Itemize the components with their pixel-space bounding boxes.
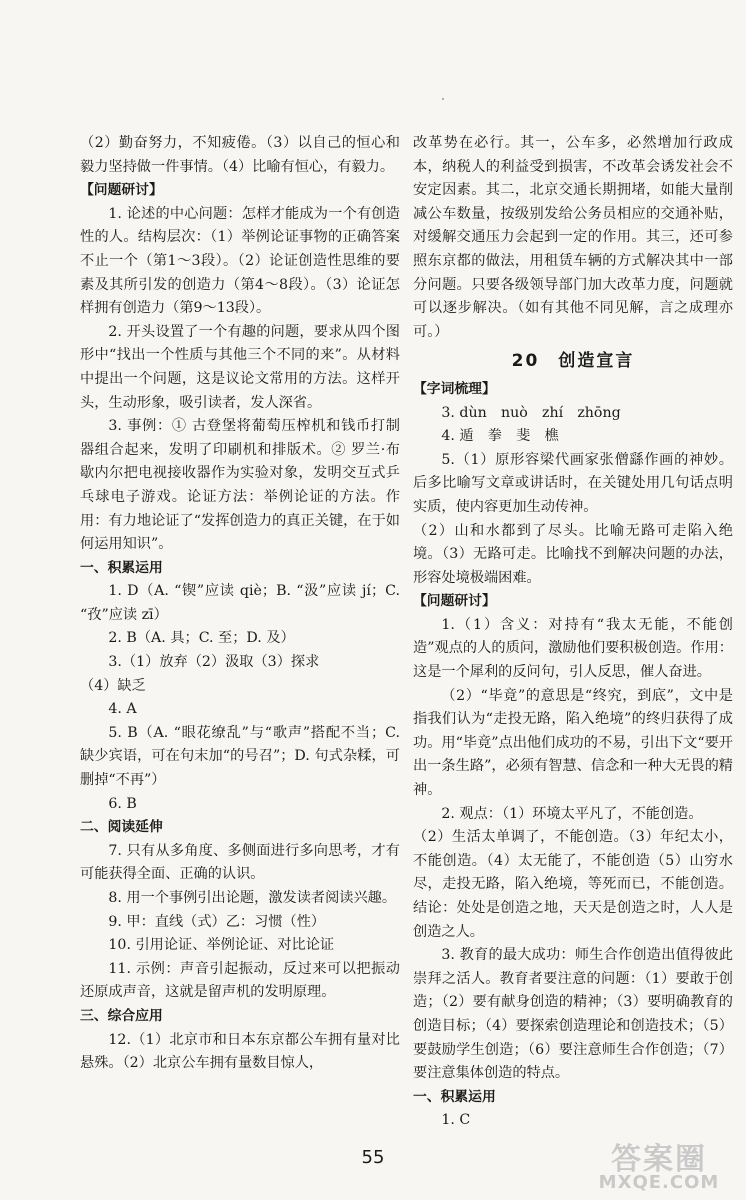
answer-paragraph: （4）缺乏 [80, 677, 146, 694]
answer-paragraph: （2）勤奋努力，不知疲倦。（3）以自己的恒心和毅力坚持做一件事情。（4）比喻有恒心，有毅力。 [80, 135, 400, 175]
section-heading: 【问题研讨】 [80, 182, 163, 199]
answer-paragraph: 1.（1）含义：对持有“我太无能，不能创造”观点的人的质问，激励他们要积极创造。作用：这是一个犀利的反问句，引人反思，催人奋进。 [413, 616, 733, 681]
answer-paragraph: 6. B [108, 795, 137, 812]
watermark-text: 答案圈 [611, 1142, 707, 1177]
section-heading: 一、积累运用 [80, 559, 163, 576]
answer-paragraph: 5. B（A. “眼花缭乱”与“歌声”搭配不当；C. 缺少宾语，可在句末加“的号召”；D. 句式杂糅，可删掉“不再”） [80, 724, 400, 789]
section-heading: 三、综合应用 [80, 1007, 163, 1024]
watermark-url: MXQE.COM [598, 1172, 720, 1193]
answer-paragraph: 4. 遁 拳 斐 樵 [441, 428, 559, 445]
section-heading: 【字词梳理】 [413, 380, 496, 397]
answer-paragraph: 1. D（A. “锲”应读 qiè；B. “汲”应读 jí；C. “孜”应读 zī） [80, 583, 400, 623]
answer-paragraph: 7. 只有从多角度、多侧面进行多向思考，才有可能获得全面、正确的认识。 [80, 842, 400, 883]
answer-paragraph: 3. 事例：① 古登堡将葡萄压榨机和钱币打制器组合起来，发明了印刷机和排版术。② 罗兰·布歇内尔把电视接收器作为实验对象，发明交互式乒乓球电子游戏。论证方法：举例论证的方法。作用：有力地论证了“发挥创造力的真正关键，在于如何运用知识”。 [80, 418, 400, 553]
answer-paragraph: 1. 论述的中心问题：怎样才能成为一个有创造性的人。结构层次：（1）举例论证事物的正确答案不止一个（第1～3段）。（2）论证创造性思维的要素及其所引发的创造力（第4～8段）。（3）论证怎样拥有创造力（第9～13段）。 [80, 205, 400, 317]
answer-paragraph: 8. 用一个事例引出论题，激发读者阅读兴趣。 [108, 890, 397, 906]
answer-paragraph: 3.（1）放弃（2）汲取（3）探求 [108, 654, 320, 671]
section-heading: 【问题研讨】 [413, 593, 496, 610]
answer-paragraph: 9. 甲：直线（式）乙：习惯（性） [108, 913, 326, 930]
chapter-title: 20 创造宣言 [511, 351, 635, 372]
answer-paragraph: 改革势在必行。其一，公车多，必然增加行政成本，纳税人的利益受到损害，不改革会诱发社会不安定因素。其二，北京交通长期拥堵，如能大量削减公车数量，按级别发给公务员相应的交通补贴，对缓解交通压力会起到一定的作用。其三，还可参照东京都的做法，用租赁车辆的方式解决其中一部分问题。只要各级领导部门加大改革力度，问题就可以逐步解决。（如有其他不同见解，言之成理亦可。） [413, 135, 733, 340]
right-column [413, 132, 733, 1133]
answer-paragraph: 2. B（A. 具；C. 至；D. 及） [108, 630, 295, 647]
watermark-logo [584, 1134, 734, 1194]
answer-paragraph: 10. 引用论证、举例论证、对比论证 [108, 937, 335, 954]
section-heading: 二、阅读延伸 [80, 819, 163, 836]
answer-paragraph: 1. C [441, 1112, 471, 1129]
answer-paragraph: 5.（1）原形容梁代画家张僧繇作画的神妙。后多比喻写文章或讲话时，在关键处用几句话点明实质，使内容更加生动传神。 [413, 451, 733, 515]
page-number: 55 [361, 1147, 385, 1168]
answer-paragraph: （2）山和水都到了尽头。比喻无路可走陷入绝境。（3）无路可走。比喻找不到解决问题的办法，形容处境极端困难。 [413, 522, 733, 586]
answer-paragraph: 3. 教育的最大成功：师生合作创造出值得彼此崇拜之活人。教育者要注意的问题：（1）要敢于创造；（2）要有献身创造的精神；（3）要明确教育的创造目标；（4）要探索创造理论和创造技术；（5）要鼓励学生创造；（6）要注意师生合作创造；（7）要注意集体创造的特点。 [413, 947, 733, 1082]
answer-paragraph: 4. A [108, 701, 137, 718]
section-heading: 一、积累运用 [413, 1088, 496, 1105]
answer-paragraph: （2）“毕竟”的意思是“终究，到底”，文中是指我们认为“走投无路，陷入绝境”的终归获得了成功。用“毕竟”点出他们成功的不易，引出下文“要开出一条生路”，必须有智慧、信念和一种大无畏的精神。 [413, 687, 733, 799]
answer-paragraph: 2. 观点：（1）环境太平凡了，不能创造。 [441, 805, 703, 822]
answer-paragraph: 2. 开头设置了一个有趣的问题，要求从四个图形中“找出一个性质与其他三个不同的来”。从材料中提出一个问题，这是议论文常用的方法。这样开头，生动形象，吸引读者，发人深省。 [80, 323, 400, 411]
answer-paragraph: （2）生活太单调了，不能创造。（3）年纪太小，不能创造。（4）太无能了，不能创造（5）山穷水尽，走投无路，陷入绝境，等死而已，不能创造。结论：处处是创造之地，天天是创造之时，人人是创造之人。 [413, 829, 733, 940]
answer-paragraph: 12.（1）北京市和日本东京都公车拥有量对比悬殊。（2）北京公车拥有量数目惊人， [80, 1031, 400, 1072]
answer-paragraph: 3. dùn nuò zhí zhōng [441, 404, 621, 421]
scan-speck [442, 98, 444, 100]
answer-paragraph: 11. 示例：声音引起振动，反过来可以把振动还原成声音，这就是留声机的发明原理。 [80, 960, 400, 1001]
left-column [80, 132, 400, 1076]
